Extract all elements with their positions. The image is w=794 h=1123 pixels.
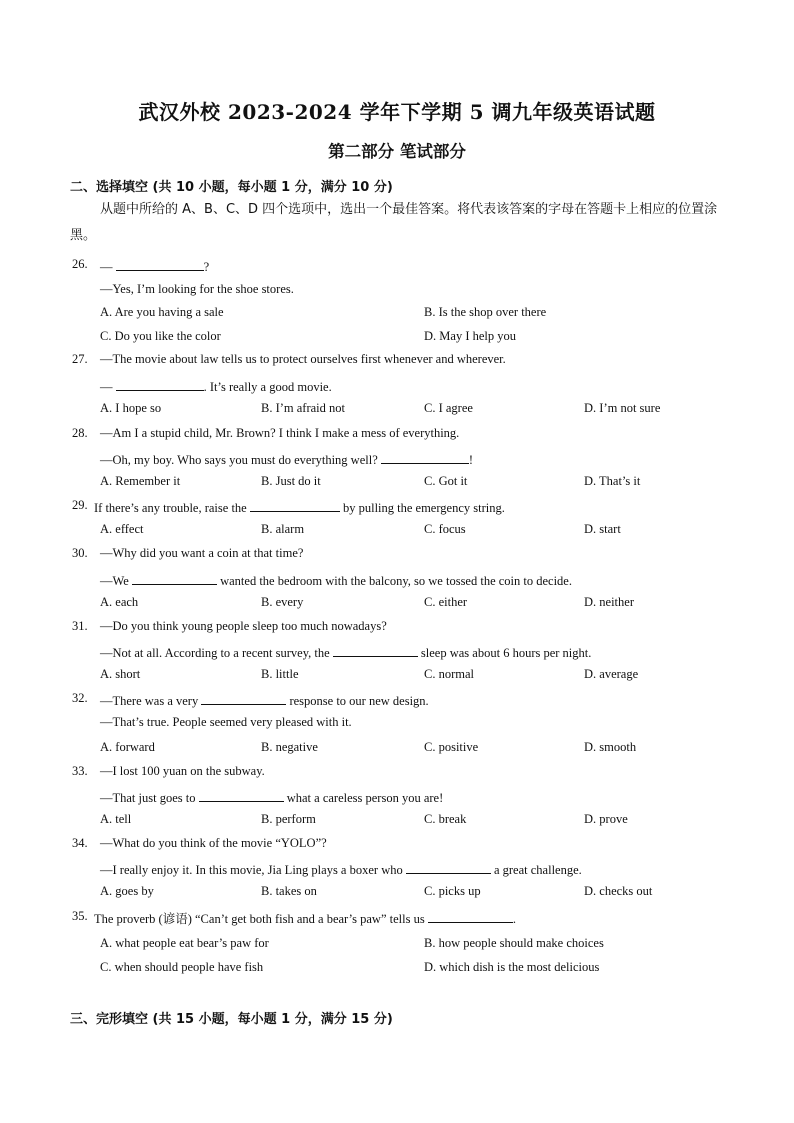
- line-text: ?: [203, 260, 210, 274]
- option-a: A. Remember it: [100, 474, 181, 488]
- option-d: D. checks out: [584, 884, 653, 898]
- line-text: If there’s any trouble, raise the: [94, 501, 250, 515]
- option-b: B. negative: [261, 740, 318, 754]
- question-line: [100, 571, 572, 589]
- question-line: [94, 909, 516, 927]
- answer-blank: [199, 788, 284, 802]
- option-b: B. Is the shop over there: [424, 305, 547, 319]
- question-line: [100, 715, 352, 730]
- line-text: The proverb (谚语) “Can’t get both fish and a bear’s paw” tells us: [94, 912, 428, 926]
- line-text: —That’s true. People seemed very pleased with it.: [100, 715, 352, 729]
- line-text: —Do you think young people sleep too much nowadays?: [100, 619, 387, 633]
- option-d: D. neither: [584, 595, 634, 609]
- line-text: sleep was about 6 hours per night.: [417, 646, 592, 660]
- question-line: [100, 426, 459, 441]
- option-b: B. alarm: [261, 522, 305, 536]
- option-d: D. smooth: [584, 740, 637, 754]
- option-a: A. effect: [100, 522, 144, 536]
- option-d: D. May I help you: [424, 329, 516, 343]
- line-text: —What do you think of the movie “YOLO”?: [100, 836, 327, 850]
- option-b: B. takes on: [261, 884, 317, 898]
- question-line: [100, 764, 265, 779]
- answer-blank: [201, 691, 286, 705]
- question-number: 32.: [72, 691, 88, 705]
- option-a: A. short: [100, 667, 141, 681]
- option-a: A. goes by: [100, 884, 154, 898]
- page-title: 武汉外校 2023-2024 学年下学期 5 调九年级英语试题: [138, 100, 656, 124]
- question-number: 35.: [72, 909, 88, 923]
- option-d: D. which dish is the most delicious: [424, 960, 600, 974]
- option-c: C. Do you like the color: [100, 329, 221, 343]
- question-number: 30.: [72, 546, 88, 560]
- answer-blank: [116, 257, 204, 271]
- line-text: response to our new design.: [286, 694, 429, 708]
- line-text: —There was a very: [100, 694, 202, 708]
- question-number: 34.: [72, 836, 88, 850]
- option-c: C. normal: [424, 667, 474, 681]
- option-c: C. focus: [424, 522, 466, 536]
- answer-blank: [381, 450, 469, 464]
- question-line: [100, 860, 582, 878]
- option-a: A. Are you having a sale: [100, 305, 224, 319]
- line-text: —The movie about law tells us to protect ourselves first whenever and wherever.: [100, 352, 506, 366]
- option-d: D. start: [584, 522, 621, 536]
- option-d: D. average: [584, 667, 639, 681]
- section-heading-cloze: 三、完形填空 (共 15 小题，每小题 1 分，满分 15 分): [70, 1012, 393, 1027]
- option-d: D. That’s it: [584, 474, 641, 488]
- line-text: a great challenge.: [490, 863, 582, 877]
- question-line: [100, 257, 209, 275]
- line-text: !: [468, 453, 474, 467]
- line-text: —Not at all. According to a recent survey, the: [100, 646, 333, 660]
- question-line: [100, 691, 429, 709]
- option-c: C. break: [424, 812, 467, 826]
- question-line: [100, 836, 327, 851]
- line-text: . It’s really a good movie.: [203, 380, 332, 394]
- question-line: [100, 352, 506, 367]
- answer-blank: [406, 860, 491, 874]
- option-b: B. every: [261, 595, 304, 609]
- answer-blank: [250, 498, 340, 512]
- line-text: —We: [100, 574, 132, 588]
- question-line: [100, 643, 591, 661]
- line-text: wanted the bedroom with the balcony, so we tossed the coin to decide.: [216, 574, 572, 588]
- option-b: B. how people should make choices: [424, 936, 604, 950]
- option-b: B. Just do it: [261, 474, 321, 488]
- line-text: .: [512, 912, 516, 926]
- line-text: —Yes, I’m looking for the shoe stores.: [100, 282, 294, 296]
- line-text: —I lost 100 yuan on the subway.: [100, 764, 265, 778]
- answer-blank: [333, 643, 418, 657]
- answer-blank: [132, 571, 217, 585]
- question-line: [100, 788, 443, 806]
- option-c: C. either: [424, 595, 468, 609]
- option-a: A. each: [100, 595, 139, 609]
- question-line: [100, 377, 332, 395]
- line-text: —: [100, 260, 116, 274]
- option-b: B. I’m afraid not: [261, 401, 346, 415]
- option-a: A. I hope so: [100, 401, 162, 415]
- question-line: [100, 450, 473, 468]
- section-instruction: 从题中所给的 A、B、C、D 四个选项中，选出一个最佳答案。将代表该答案的字母在答题卡上相应的位置涂黑。: [70, 202, 718, 243]
- line-text: —I really enjoy it. In this movie, Jia Ling plays a boxer who: [100, 863, 406, 877]
- option-a: A. forward: [100, 740, 155, 754]
- option-b: B. little: [261, 667, 299, 681]
- line-text: —Why did you want a coin at that time?: [100, 546, 304, 560]
- option-d: D. prove: [584, 812, 628, 826]
- option-c: C. positive: [424, 740, 479, 754]
- option-c: C. picks up: [424, 884, 481, 898]
- option-c: C. Got it: [424, 474, 468, 488]
- option-a: A. tell: [100, 812, 132, 826]
- question-number: 26.: [72, 257, 88, 271]
- page-subtitle: 第二部分 笔试部分: [328, 142, 466, 161]
- line-text: by pulling the emergency string.: [339, 501, 505, 515]
- answer-blank: [428, 909, 513, 923]
- question-line: [100, 546, 303, 561]
- option-d: D. I’m not sure: [584, 401, 661, 415]
- line-text: —Oh, my boy. Who says you must do everything well?: [100, 453, 381, 467]
- line-text: —: [100, 380, 116, 394]
- question-line: [94, 498, 505, 516]
- option-b: B. perform: [261, 812, 316, 826]
- line-text: —That just goes to: [100, 791, 199, 805]
- option-a: A. what people eat bear’s paw for: [100, 936, 269, 950]
- question-number: 28.: [72, 426, 88, 440]
- line-text: what a careless person you are!: [283, 791, 444, 805]
- question-number: 29.: [72, 498, 88, 512]
- answer-blank: [116, 377, 204, 391]
- question-number: 33.: [72, 764, 88, 778]
- question-number: 27.: [72, 352, 88, 366]
- question-line: [100, 619, 387, 634]
- question-line: [100, 282, 294, 297]
- question-number: 31.: [72, 619, 88, 633]
- line-text: —Am I a stupid child, Mr. Brown? I think I make a mess of everything.: [100, 426, 460, 440]
- option-c: C. I agree: [424, 401, 473, 415]
- section-heading-choice: 二、选择填空 (共 10 小题，每小题 1 分，满分 10 分): [70, 180, 393, 195]
- option-c: C. when should people have fish: [100, 960, 264, 974]
